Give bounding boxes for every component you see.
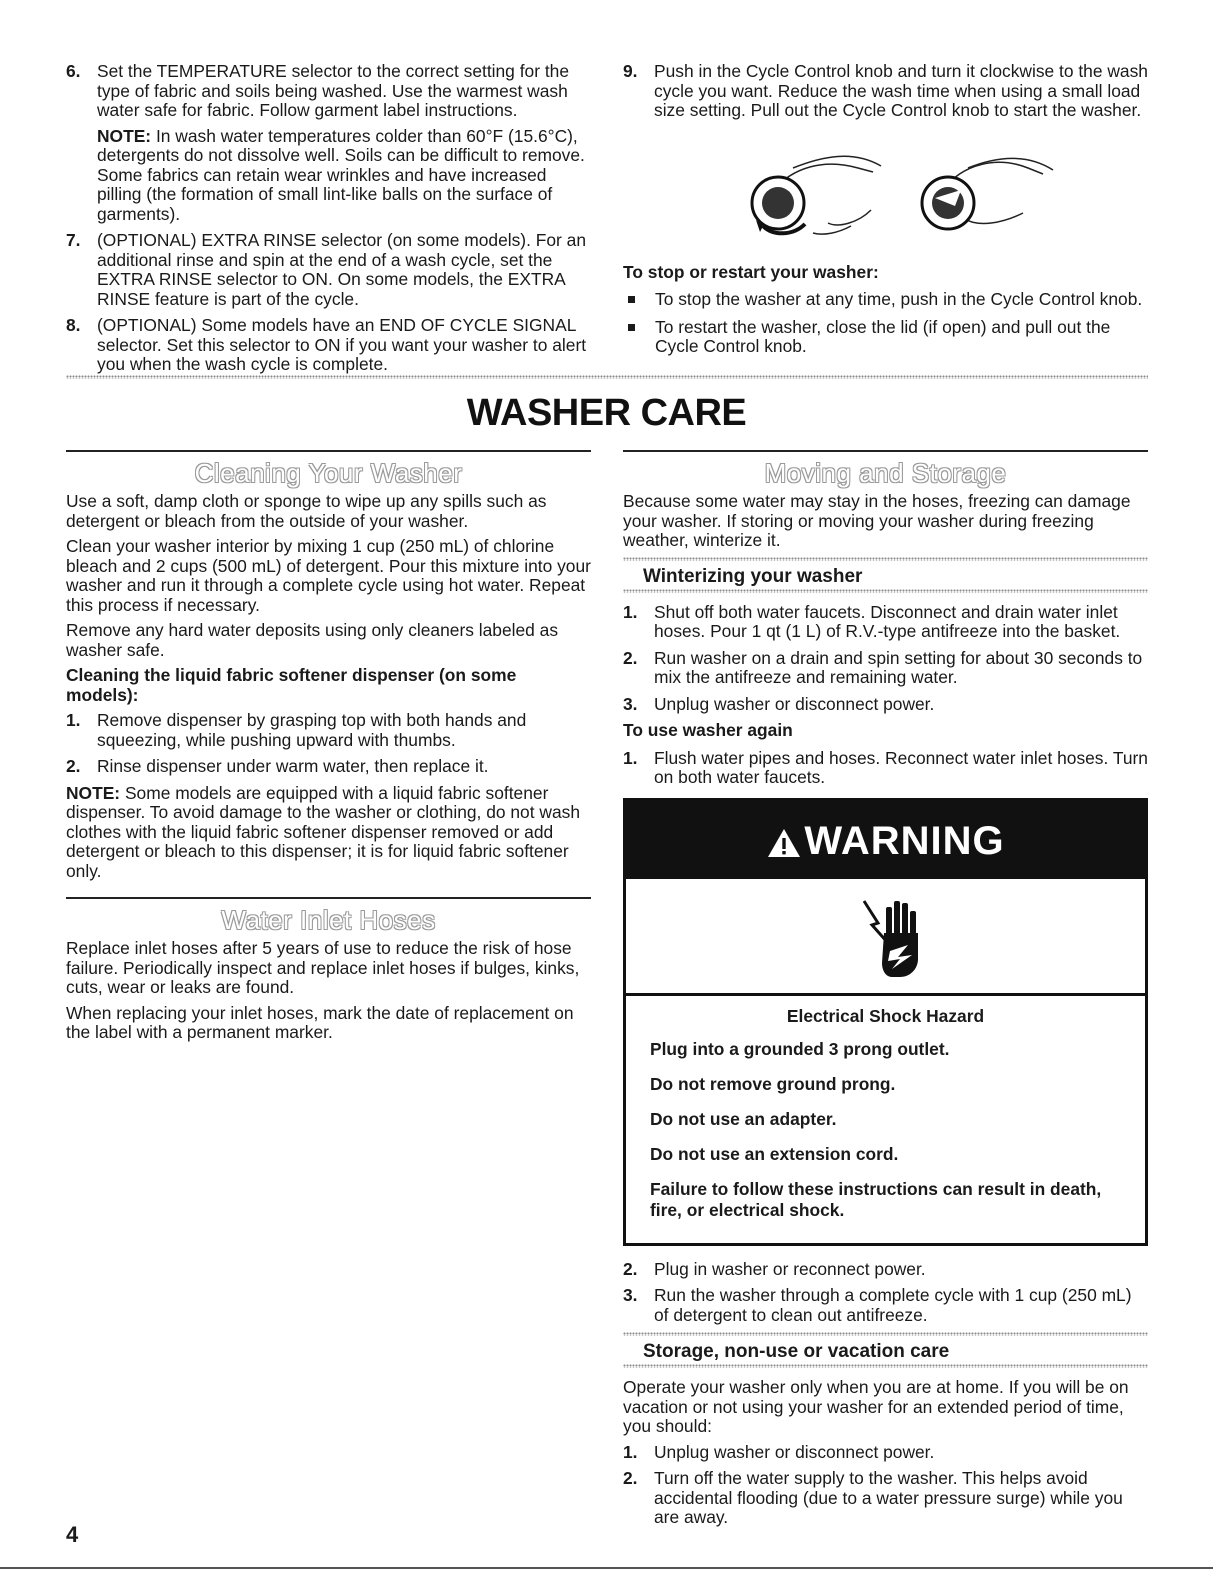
bullet-square-icon — [628, 296, 635, 303]
step-text: Run washer on a drain and spin setting for about 30 seconds to mix the antifreeze and remaining water. — [654, 647, 1143, 687]
step-number: 6. — [66, 61, 81, 81]
winterizing-steps — [623, 603, 1148, 715]
warning-banner — [626, 801, 1145, 879]
stop-restart-list — [623, 290, 1148, 357]
step-number: 2. — [623, 647, 638, 668]
hand-knob-icon — [623, 128, 1148, 253]
hoses-para-1: Replace inlet hoses after 5 years of use to reduce the risk of hose failure. Periodically inspect and replace inlet hoses if bulges, kinks, cuts, wear or leaks are found. — [66, 938, 580, 997]
section-rule — [66, 897, 591, 899]
use-again-steps-a — [623, 749, 1148, 788]
step-text: Unplug washer or disconnect power. — [654, 1441, 935, 1462]
step-9-list — [623, 62, 1148, 121]
step-number: 2. — [623, 1468, 638, 1488]
dispenser-steps — [66, 711, 591, 777]
step-9 — [623, 62, 1148, 121]
winter-step-2 — [623, 649, 1148, 688]
footer-rule — [0, 1567, 1213, 1569]
hoses-para-2: When replacing your inlet hoses, mark the date of replacement on the label with a permanent marker. — [66, 1002, 574, 1042]
step-6 — [66, 62, 591, 224]
stop-restart-heading: To stop or restart your washer: — [623, 261, 879, 282]
cleaning-para-3: Remove any hard water deposits using only cleaners labeled as washer safe. — [66, 620, 559, 660]
electric-shock-hand-icon — [862, 893, 922, 983]
storage-block — [623, 1332, 1148, 1368]
step-number: 2. — [66, 756, 81, 776]
left-column — [66, 450, 591, 1049]
bullet-text: To restart the washer, close the lid (if open) and pull out the Cycle Control knob. — [655, 316, 1111, 356]
step-text: Set the TEMPERATURE selector to the correct setting for the type of fabric and soils being washed. Use the warmest wash water safe for fabric. Follow garment label instructions. — [97, 61, 569, 120]
warning-line: Do not use an adapter. — [650, 1108, 837, 1129]
dispenser-heading: Cleaning the liquid fabric softener dispenser (on some models): — [66, 665, 517, 705]
warning-box — [623, 798, 1148, 1246]
bullet-square-icon — [628, 324, 635, 331]
step-number: 1. — [66, 710, 81, 730]
step-number: 8. — [66, 315, 81, 335]
step-text: Plug in washer or reconnect power. — [654, 1258, 926, 1279]
operating-steps-list — [66, 62, 591, 375]
use-step-1 — [623, 749, 1148, 788]
winterizing-title: Winterizing your washer — [643, 565, 863, 587]
warning-label: WARNING — [804, 818, 1005, 863]
knob-illustration — [623, 128, 1148, 253]
use-step-3 — [623, 1286, 1148, 1325]
storage-step-2 — [623, 1469, 1148, 1528]
use-step-2 — [623, 1260, 1148, 1280]
step-number: 1. — [623, 747, 638, 768]
winter-step-3 — [623, 695, 1148, 715]
step-7 — [66, 231, 591, 309]
bullet-stop — [623, 290, 1148, 310]
top-right-column — [623, 62, 1148, 365]
step-number: 9. — [623, 61, 638, 81]
right-column — [623, 450, 1148, 1535]
hoses-heading: Water Inlet Hoses — [221, 905, 436, 935]
storage-intro: Operate your washer only when you are at home. If you will be on vacation or not using your washer for an extended period of time, you should: — [623, 1377, 1129, 1436]
note-text: In wash water temperatures colder than 60°F (15.6°C), detergents do not dissolve well. Soils can be difficult to remove. Some fabrics can retain wear wrinkles and have increased pilling (the formation of small lint-like balls on the surface of garments). — [97, 125, 585, 224]
step-text: Push in the Cycle Control knob and turn it clockwise to the wash cycle you want. Reduce the wash time when using a small load size setting. Pull out the Cycle Control knob to start the washer. — [654, 61, 1148, 120]
storage-steps — [623, 1443, 1148, 1528]
dispenser-step-1 — [66, 711, 591, 750]
dispenser-step-2 — [66, 757, 591, 777]
section-rule — [66, 450, 591, 452]
warning-line: Failure to follow these instructions can result in death, fire, or electrical shock. — [650, 1178, 1102, 1220]
cleaning-para-1: Use a soft, damp cloth or sponge to wipe up any spills such as detergent or bleach from the outside of your washer. — [66, 491, 547, 531]
cleaning-para-2: Clean your washer interior by mixing 1 cup (250 mL) of chlorine bleach and 2 cups (500 mL) of detergent. Pour this mixture into your washer and run it through a complete cycle using hot water. Repeat this process if necessary. — [66, 536, 591, 615]
use-again-heading: To use washer again — [623, 720, 793, 740]
step-text: (OPTIONAL) EXTRA RINSE selector (on some models). For an additional rinse and spin at the end of a wash cycle, set the EXTRA RINSE selector to ON. On some models, the EXTRA RINSE feature is part of the cycle. — [97, 230, 587, 309]
hazard-title: Electrical Shock Hazard — [786, 1005, 985, 1026]
divider — [623, 557, 1148, 561]
top-left-column — [66, 62, 591, 382]
divider — [623, 589, 1148, 593]
divider — [623, 1364, 1148, 1368]
step-number: 1. — [623, 601, 638, 622]
moving-intro: Because some water may stay in the hoses, freezing can damage your washer. If storing or moving your washer during freezing weather, winterize it. — [623, 491, 1131, 550]
dispenser-note — [66, 784, 591, 882]
step-number: 3. — [623, 1285, 638, 1305]
step-text: Flush water pipes and hoses. Reconnect water inlet hoses. Turn on both water faucets. — [654, 747, 1148, 787]
warning-line: Do not remove ground prong. — [650, 1073, 896, 1094]
note-label: NOTE: — [97, 125, 152, 146]
step-number: 3. — [623, 693, 638, 714]
use-again-steps-b — [623, 1260, 1148, 1326]
moving-heading: Moving and Storage — [764, 458, 1007, 488]
winterizing-block — [623, 557, 1148, 593]
section-rule — [623, 450, 1148, 452]
step-text: Run the washer through a complete cycle with 1 cup (250 mL) of detergent to clean out antifreeze. — [654, 1285, 1132, 1325]
step-text: Turn off the water supply to the washer. This helps avoid accidental flooding (due to a water pressure surge) while you are away. — [654, 1468, 1123, 1527]
warning-icon-area — [626, 879, 1145, 996]
step-text: Remove dispenser by grasping top with both hands and squeezing, while pushing upward with thumbs. — [97, 710, 527, 750]
cleaning-heading: Cleaning Your Washer — [194, 458, 463, 488]
warning-triangle-icon — [766, 827, 802, 859]
bullet-text: To stop the washer at any time, push in the Cycle Control knob. — [655, 289, 1143, 309]
note-text: Some models are equipped with a liquid fabric softener dispenser. To avoid damage to the washer or clothing, do not wash clothes with the liquid fabric softener dispenser removed or add detergent or bleach to this dispenser; it is for liquid fabric softener only. — [66, 782, 580, 881]
warning-line: Plug into a grounded 3 prong outlet. — [650, 1038, 950, 1059]
page-title: WASHER CARE — [466, 392, 747, 434]
temperature-note — [97, 127, 591, 225]
step-text: Unplug washer or disconnect power. — [654, 693, 935, 714]
page-number: 4 — [66, 1522, 79, 1547]
divider — [66, 375, 1148, 379]
storage-step-1 — [623, 1443, 1148, 1463]
step-text: Shut off both water faucets. Disconnect and drain water inlet hoses. Pour 1 qt (1 L) of R.V.-type antifreeze into the basket. — [654, 601, 1121, 641]
divider — [623, 1332, 1148, 1336]
note-label: NOTE: — [66, 782, 121, 803]
warning-line: Do not use an extension cord. — [650, 1143, 899, 1164]
winter-step-1 — [623, 603, 1148, 642]
step-number: 7. — [66, 230, 81, 250]
step-number: 1. — [623, 1441, 638, 1462]
warning-body — [626, 996, 1145, 1243]
step-8 — [66, 316, 591, 375]
bullet-restart — [623, 318, 1148, 357]
storage-title: Storage, non-use or vacation care — [643, 1341, 950, 1362]
step-text: Rinse dispenser under warm water, then replace it. — [97, 756, 489, 776]
step-text: (OPTIONAL) Some models have an END OF CYCLE SIGNAL selector. Set this selector to ON if you want your washer to alert you when the wash cycle is complete. — [97, 315, 587, 374]
step-number: 2. — [623, 1258, 638, 1279]
